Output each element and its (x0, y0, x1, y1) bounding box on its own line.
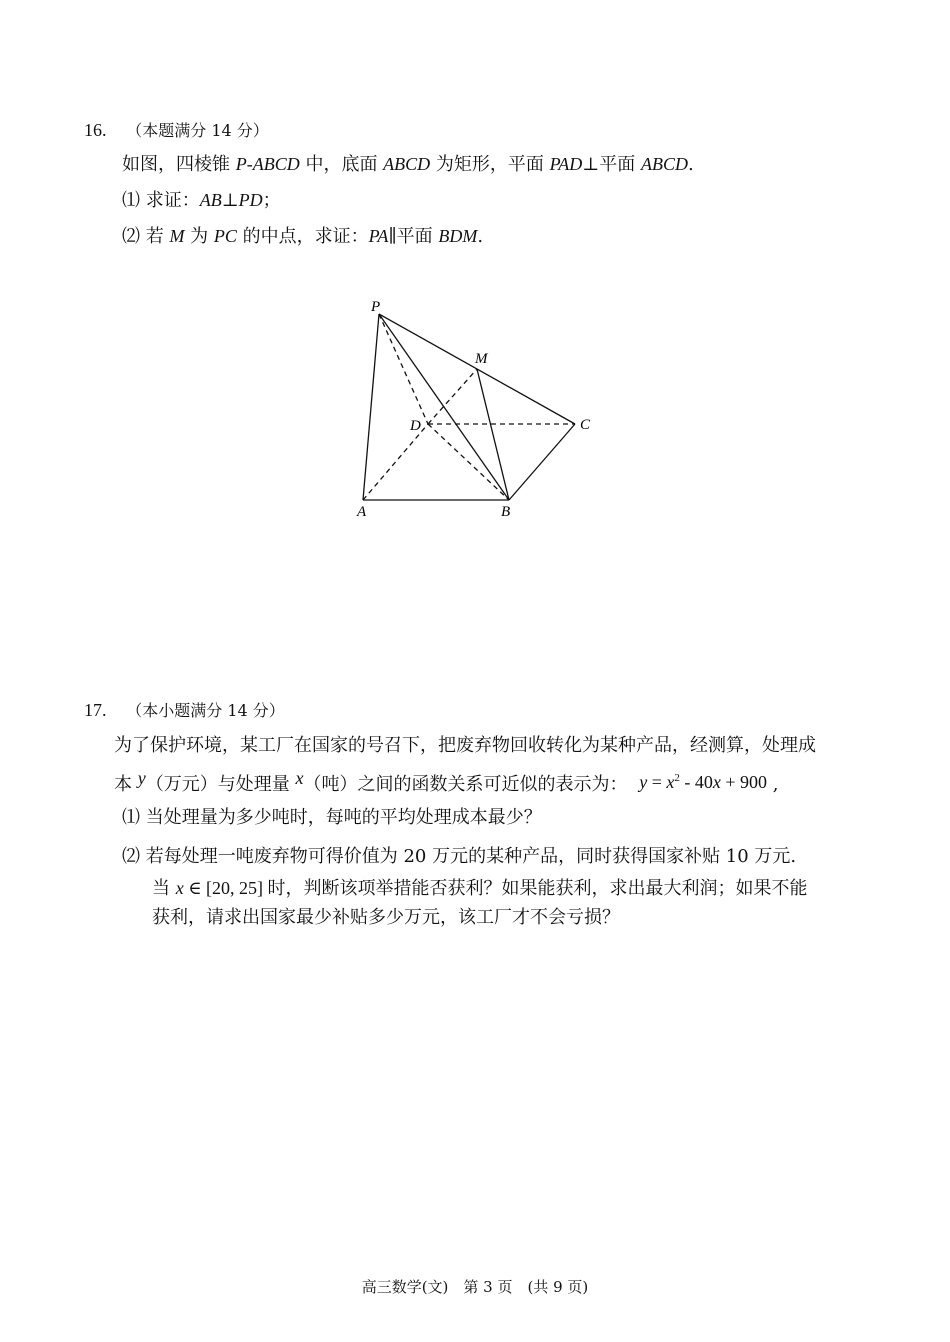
formula-term: + 900 (720, 772, 768, 792)
q16-part2-text: 的中点，求证： (236, 226, 369, 247)
q17-part2-text: 若每处理一吨废弃物可得价值为 20 万元的某种产品，同时获得国家补贴 10 万元. (140, 846, 797, 867)
q16-intro-text: ⊥平面 (582, 154, 641, 175)
label-C: C (580, 417, 591, 433)
edge-BC (509, 424, 575, 500)
q16-part2-text: ∥平面 (388, 226, 439, 247)
q16-number: 16. (84, 120, 107, 140)
formula-var: y (639, 772, 648, 792)
q16-intro-text: . (687, 154, 694, 175)
q17-part2-var: x (175, 878, 184, 898)
q16-intro-var: PAD (549, 154, 583, 174)
q17-part2-interval: ∈ [20, 25] (183, 878, 268, 898)
label-A: A (357, 504, 367, 520)
q17-part2-number: ⑵ (122, 846, 140, 867)
q17-part1-number: ⑴ (122, 807, 140, 828)
q16-intro-var: ABCD (383, 154, 431, 174)
q16-part1-number: ⑴ (122, 190, 140, 211)
q17-line2-text: （万元）与处理量 (145, 774, 296, 795)
q17-part2-line2 (152, 876, 808, 901)
page-footer: 高三数学(文) 第 3 页 (共 9 页) (361, 1278, 589, 1296)
q17-line1: 为了保护环境，某工厂在国家的号召下，把废弃物回收转化为某种产品，经测算，处理成 (114, 735, 816, 756)
q16-part2-text: . (477, 226, 484, 247)
q17-line2-text: 本 (114, 774, 138, 795)
edge-DM (428, 369, 477, 424)
q17-part2-text: 时，判断该项举措能否获利？如果能获利，求出最大利润；如果不能 (267, 878, 808, 899)
label-P: P (371, 299, 381, 315)
q17-var-y: y (137, 768, 146, 788)
q17-formula (639, 772, 767, 793)
q16-intro-var: ABCD (640, 154, 688, 174)
q17-part2-line3: 获利，请求出国家最少补贴多少万元，该工厂才不会亏损？ (152, 907, 620, 928)
q16-header-line (84, 118, 269, 143)
q17-line2-text: , (767, 774, 779, 795)
formula-exponent: 2 (674, 772, 680, 784)
q17-number: 17. (84, 700, 107, 720)
edge-MB (477, 369, 509, 500)
q17-header-line (84, 698, 285, 723)
q17-line2-text: （吨）之间的函数关系可近似的表示为： (303, 774, 628, 795)
edge-PA (363, 314, 379, 500)
q16-intro-text: 为矩形，平面 (430, 154, 550, 175)
q17-part2 (122, 845, 796, 869)
q16-intro-text: 中，底面 (299, 154, 384, 175)
pyramid-figure (340, 290, 610, 530)
q16-part2-text: 为 (184, 226, 214, 247)
label-D: D (410, 418, 421, 434)
q17-part1-text: 当处理量为多少吨时，每吨的平均处理成本最少？ (140, 807, 542, 828)
q16-intro-text: 如图，四棱锥 (122, 154, 236, 175)
q17-part2-text: 当 (152, 878, 176, 899)
q16-part1 (122, 188, 281, 213)
q17-header: （本小题满分 14 分） (126, 701, 285, 720)
q17-part1 (122, 806, 542, 830)
q16-part2 (122, 224, 483, 249)
q16-part2-text: 若 (140, 226, 170, 247)
q16-part1-text: ； (262, 190, 281, 211)
q16-part2-var: M (169, 226, 185, 246)
edge-PB (379, 314, 509, 500)
formula-term: - 40 (679, 772, 713, 792)
edge-PD (379, 314, 428, 424)
q16-intro (122, 152, 694, 177)
q16-part2-var: BDM (438, 226, 478, 246)
label-B: B (501, 504, 511, 520)
q16-part2-var: PC (213, 226, 237, 246)
q17-var-x: x (295, 768, 304, 788)
formula-op: = (647, 772, 667, 792)
q16-header: （本题满分 14 分） (126, 121, 269, 140)
q16-part2-var: PA (368, 226, 389, 246)
edge-AD (363, 424, 428, 500)
q16-part2-number: ⑵ (122, 226, 140, 247)
q16-intro-var: P-ABCD (235, 154, 300, 174)
q16-part1-text: 求证： (140, 190, 200, 211)
formula-var: x (712, 772, 721, 792)
q16-part1-var: AB⊥PD (199, 190, 263, 210)
label-M: M (475, 351, 488, 367)
edge-DB (428, 424, 509, 500)
q17-line2 (114, 768, 778, 797)
formula-var: x (666, 772, 675, 792)
